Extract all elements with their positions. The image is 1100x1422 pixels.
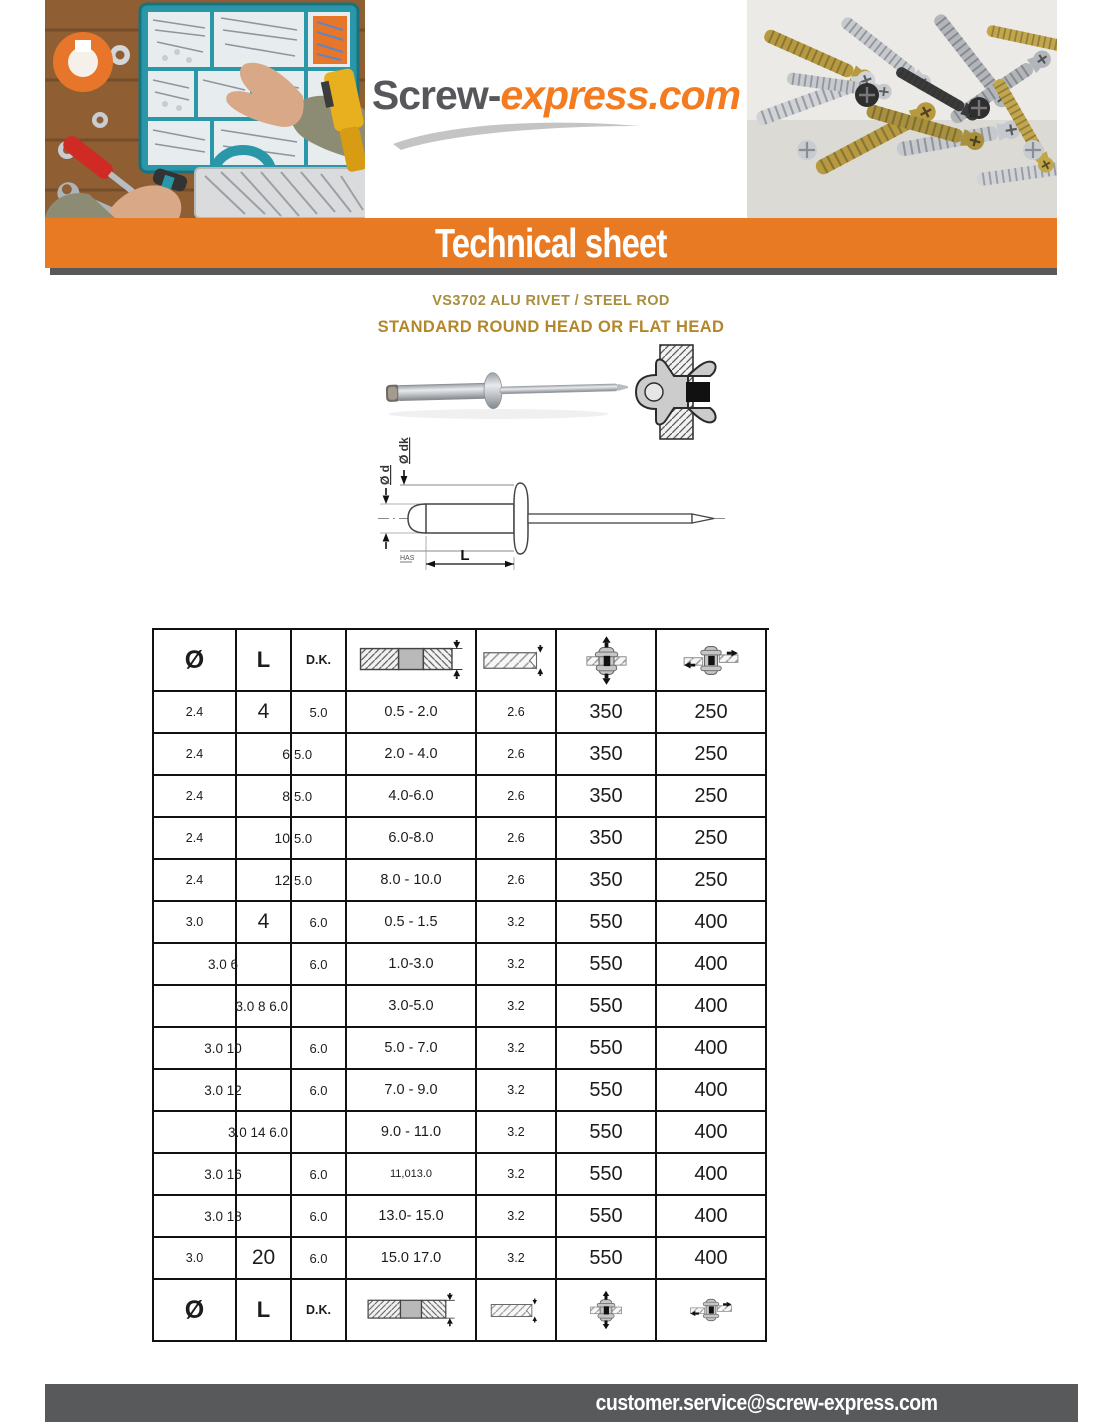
- cell-head-diameter: 5.0: [292, 776, 347, 818]
- table-row: [154, 1070, 769, 1112]
- cell-tensile-strength: 550: [557, 1112, 657, 1154]
- tensile-strength-icon: [589, 1290, 623, 1330]
- cell-head-diameter: [292, 1112, 347, 1154]
- drill-hole-icon: [480, 643, 552, 678]
- table-row: [154, 734, 769, 776]
- cell-head-diameter: 5.0: [292, 818, 347, 860]
- shear-strength-icon: [689, 1295, 733, 1325]
- cell-shear-strength: 250: [657, 776, 767, 818]
- cell-head-diameter: 5.0: [292, 692, 347, 734]
- cell-diameter: [154, 1112, 288, 1154]
- table-row: [154, 776, 769, 818]
- drill-hole-icon: [488, 1297, 544, 1324]
- cell-length: 20: [237, 1238, 292, 1280]
- grip-range-icon: [352, 640, 470, 680]
- cell-head-diameter: 6.0: [292, 902, 347, 944]
- cell-grip-range: 7.0 - 9.0: [347, 1070, 477, 1112]
- cell-shear-strength: 400: [657, 902, 767, 944]
- cell-tensile-strength: 350: [557, 776, 657, 818]
- combined-dimension-value: 3.0 10: [204, 1040, 242, 1056]
- footer-bar: [45, 1384, 1078, 1422]
- column-header-shear-strength-icon: [657, 1280, 767, 1342]
- banner-title: Technical sheet: [435, 219, 667, 266]
- cell-grip-range: 9.0 - 11.0: [347, 1112, 477, 1154]
- cell-head-diameter: 6.0: [292, 1196, 347, 1238]
- combined-dimension-value: 3.0 16: [204, 1166, 242, 1182]
- cell-grip-range: 15.0 17.0: [347, 1238, 477, 1280]
- combined-dimension-value: 3.0 6: [207, 956, 239, 972]
- table-row: [154, 692, 769, 734]
- table-row: [154, 944, 769, 986]
- table-row: [154, 1238, 769, 1280]
- rivet-photo: [368, 356, 632, 426]
- table-footer-row: [154, 1280, 769, 1342]
- cell-head-diameter: 6.0: [292, 944, 347, 986]
- tensile-strength-icon: [585, 635, 628, 686]
- spec-table: [152, 628, 769, 1342]
- cell-diameter: [154, 1070, 242, 1112]
- column-header-grip-range-icon: [347, 1280, 477, 1342]
- cell-tensile-strength: 550: [557, 944, 657, 986]
- cell-grip-range: 13.0- 15.0: [347, 1196, 477, 1238]
- cell-hole-diameter: 3.2: [477, 986, 557, 1028]
- cell-grip-range: 4.0-6.0: [347, 776, 477, 818]
- cell-shear-strength: 400: [657, 944, 767, 986]
- column-header-diameter: Ø: [154, 630, 237, 692]
- cell-diameter: [154, 1154, 242, 1196]
- cell-tensile-strength: 350: [557, 734, 657, 776]
- cell-diameter: [154, 944, 237, 986]
- banner-shadow: [50, 268, 1057, 275]
- cell-diameter: [154, 1196, 242, 1238]
- cell-grip-range: 1.0-3.0: [347, 944, 477, 986]
- table-row: [154, 860, 769, 902]
- table-row: [154, 1154, 769, 1196]
- table-row: [154, 818, 769, 860]
- cell-tensile-strength: 550: [557, 1238, 657, 1280]
- cell-grip-range: 11,013.0: [347, 1154, 477, 1196]
- cell-grip-range: 6.0-8.0: [347, 818, 477, 860]
- screws-pile-illustration: [747, 0, 1057, 218]
- product-title-line1: VS3702 ALU RIVET / STEEL ROD: [432, 293, 670, 309]
- cell-hole-diameter: 3.2: [477, 1070, 557, 1112]
- table-row: [154, 1196, 769, 1238]
- brand-logo-text: [365, 72, 747, 119]
- left-header-photo: [45, 0, 365, 218]
- cell-hole-diameter: 3.2: [477, 1196, 557, 1238]
- combined-dimension-value: 3.0 14 6.0: [227, 1124, 288, 1140]
- column-header-diameter: Ø: [154, 1280, 237, 1342]
- cell-head-diameter: 6.0: [292, 1070, 347, 1112]
- cell-head-diameter: 6.0: [292, 1154, 347, 1196]
- cell-shear-strength: 400: [657, 1196, 767, 1238]
- table-header-row: [154, 630, 769, 692]
- cell-hole-diameter: 2.6: [477, 734, 557, 776]
- grip-range-icon: [361, 1293, 461, 1327]
- cell-grip-range: 0.5 - 2.0: [347, 692, 477, 734]
- cell-shear-strength: 250: [657, 860, 767, 902]
- cell-diameter: 2.4: [154, 776, 237, 818]
- column-header-head-diameter: D.K.: [292, 630, 347, 692]
- cell-hole-diameter: 2.6: [477, 776, 557, 818]
- cell-tensile-strength: 350: [557, 818, 657, 860]
- cell-head-diameter: 5.0: [292, 734, 347, 776]
- label-head-diameter: Ø dk: [397, 437, 411, 464]
- cell-hole-diameter: 3.2: [477, 1112, 557, 1154]
- cell-tensile-strength: 350: [557, 860, 657, 902]
- cell-tensile-strength: 550: [557, 902, 657, 944]
- brand-suffix: express.com: [500, 72, 741, 118]
- cell-hole-diameter: 3.2: [477, 1154, 557, 1196]
- brand-prefix: Screw-: [371, 72, 501, 118]
- cell-hole-diameter: 3.2: [477, 902, 557, 944]
- cell-length: 10: [237, 818, 292, 860]
- column-header-tensile-strength-icon: [557, 630, 657, 692]
- label-small: HAS: [400, 555, 415, 562]
- cell-shear-strength: 400: [657, 1070, 767, 1112]
- cell-length: 8: [237, 776, 292, 818]
- brand-logo: [365, 0, 747, 218]
- label-body-diameter: Ø d: [378, 465, 392, 485]
- right-header-photo: [747, 0, 1057, 218]
- combined-dimension-value: 3.0 12: [204, 1082, 242, 1098]
- cell-grip-range: 0.5 - 1.5: [347, 902, 477, 944]
- table-row: [154, 1028, 769, 1070]
- label-length: L: [460, 547, 470, 564]
- cell-head-diameter: 6.0: [292, 1028, 347, 1070]
- cell-head-diameter: 6.0: [292, 1238, 347, 1280]
- combined-dimension-value: 3.0 8 6.0: [235, 998, 288, 1014]
- column-header-head-diameter: D.K.: [292, 1280, 347, 1342]
- cell-shear-strength: 400: [657, 1154, 767, 1196]
- cell-diameter: 2.4: [154, 818, 237, 860]
- cell-hole-diameter: 2.6: [477, 692, 557, 734]
- cell-head-diameter: [292, 986, 347, 1028]
- cell-tensile-strength: 550: [557, 986, 657, 1028]
- cell-diameter: 3.0: [154, 1238, 237, 1280]
- cell-shear-strength: 400: [657, 1112, 767, 1154]
- cell-diameter: 3.0: [154, 902, 237, 944]
- cell-diameter: 2.4: [154, 692, 237, 734]
- product-title-line2: STANDARD ROUND HEAD OR FLAT HEAD: [377, 318, 725, 336]
- column-header-shear-strength-icon: [657, 630, 767, 692]
- rivet-cross-section-diagram: [630, 342, 722, 442]
- column-header-drill-hole-icon: [477, 630, 557, 692]
- cell-grip-range: 5.0 - 7.0: [347, 1028, 477, 1070]
- cell-grip-range: 2.0 - 4.0: [347, 734, 477, 776]
- column-header-tensile-strength-icon: [557, 1280, 657, 1342]
- combined-dimension-value: 3.0 18: [204, 1208, 242, 1224]
- workbench-photo-illustration: [45, 0, 365, 218]
- cell-length: 12: [237, 860, 292, 902]
- cell-shear-strength: 400: [657, 1238, 767, 1280]
- column-header-drill-hole-icon: [477, 1280, 557, 1342]
- cell-tensile-strength: 350: [557, 692, 657, 734]
- cell-tensile-strength: 550: [557, 1154, 657, 1196]
- cell-hole-diameter: 2.6: [477, 818, 557, 860]
- cell-tensile-strength: 550: [557, 1070, 657, 1112]
- table-row: [154, 1112, 769, 1154]
- cell-hole-diameter: 3.2: [477, 1238, 557, 1280]
- table-row: [154, 986, 769, 1028]
- column-header-length: L: [237, 630, 292, 692]
- cell-grip-range: 8.0 - 10.0: [347, 860, 477, 902]
- cell-diameter: 2.4: [154, 734, 237, 776]
- column-header-length: L: [237, 1280, 292, 1342]
- cell-hole-diameter: 2.6: [477, 860, 557, 902]
- cell-shear-strength: 250: [657, 692, 767, 734]
- cell-diameter: [154, 1028, 242, 1070]
- cell-hole-diameter: 3.2: [477, 944, 557, 986]
- cell-grip-range: 3.0-5.0: [347, 986, 477, 1028]
- table-row: [154, 902, 769, 944]
- cell-length: 6: [237, 734, 292, 776]
- logo-swoosh: [387, 118, 647, 152]
- cell-shear-strength: 250: [657, 818, 767, 860]
- footer-email: customer.service@screw-express.com: [595, 1390, 937, 1415]
- cell-shear-strength: 400: [657, 986, 767, 1028]
- cell-shear-strength: 400: [657, 1028, 767, 1070]
- cell-tensile-strength: 550: [557, 1028, 657, 1070]
- cell-head-diameter: 5.0: [292, 860, 347, 902]
- cell-length: 4: [237, 902, 292, 944]
- shear-strength-icon: [682, 641, 740, 680]
- cell-hole-diameter: 3.2: [477, 1028, 557, 1070]
- cell-diameter: [154, 986, 288, 1028]
- cell-shear-strength: 250: [657, 734, 767, 776]
- cell-diameter: 2.4: [154, 860, 237, 902]
- banner: [45, 218, 1057, 268]
- cell-length: 4: [237, 692, 292, 734]
- cell-tensile-strength: 550: [557, 1196, 657, 1238]
- rivet-technical-drawing: [362, 430, 742, 588]
- column-header-grip-range-icon: [347, 630, 477, 692]
